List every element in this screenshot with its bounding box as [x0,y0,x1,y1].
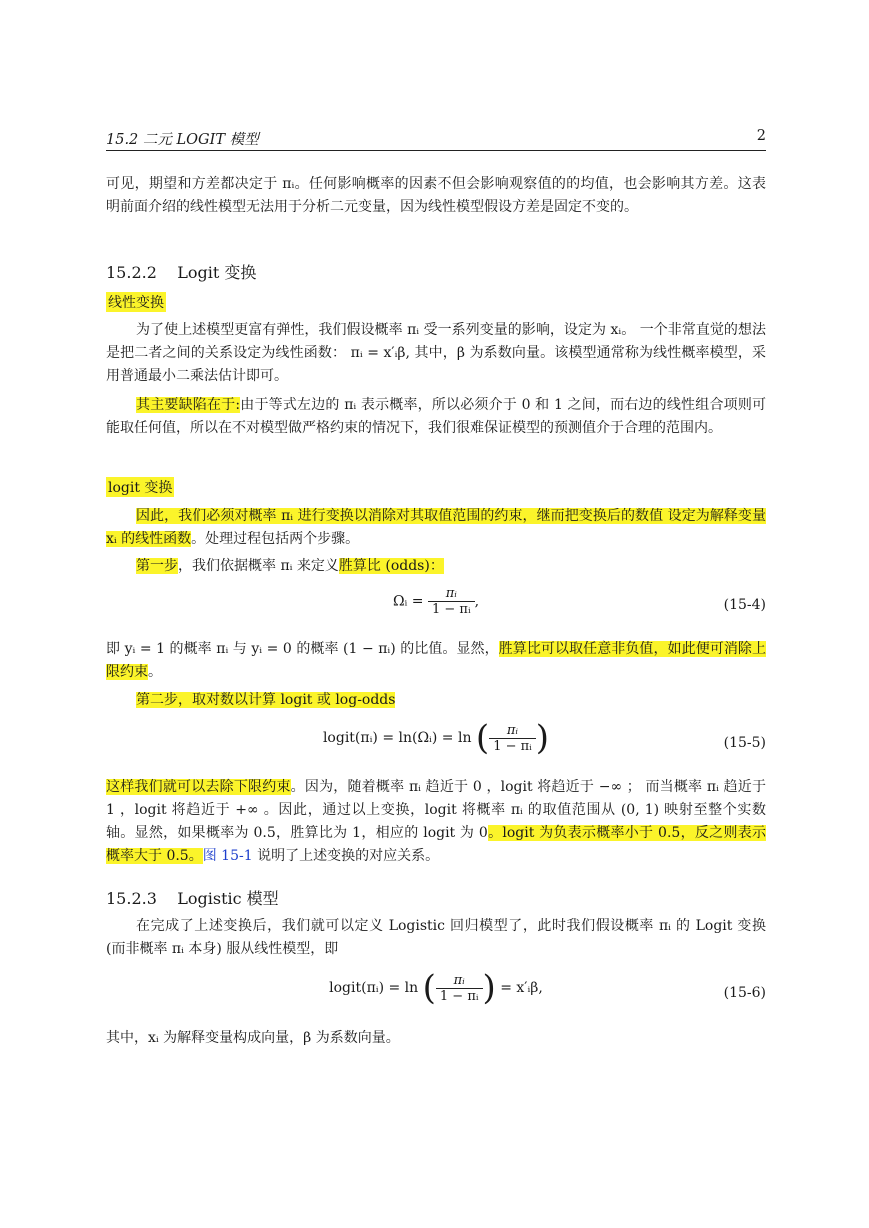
header-section: 15.2 二元 LOGIT 模型 [106,132,259,148]
eq3-label: (15-6) [723,985,766,1001]
paragraph-odds-ratio [106,638,766,684]
paragraph-logistic: 在完成了上述变换后，我们就可以定义 Logistic 回归模型了，此时我们假设概率 πᵢ 的 Logit 变换 (而非概率 πᵢ 本身) 服从线性模型，即 [106,918,766,957]
equation-15-5: logit(πᵢ) = ln(Ωᵢ) = ln ( $\frac{\text{πᵢ}}{\text{1 − πᵢ}}$ ) (15-5) [322,718,766,758]
highlight-lower-bound: 这样我们就可以去除下限约束 [106,779,291,795]
figure-link[interactable]: 图 15-1 [202,848,253,864]
section-heading-logit [106,260,256,283]
highlight-odds: 胜算比 (odds)： [338,558,444,574]
eq2-lhs: logit(πᵢ) = ln(Ωᵢ) = ln [322,730,472,746]
eq2-fraction [489,723,536,754]
eq2-label: (15-5) [723,735,766,751]
section-title: Logit 变换 [177,263,257,282]
paragraph-transform [106,505,766,551]
paragraph-step-two [106,689,766,712]
paragraph-linear-model: 为了使上述模型更富有弹性，我们假设概率 πᵢ 受一系列变量的影响，设定为 xᵢ。 一个非常直觉的想法是把二者之间的关系设定为线性函数： πᵢ = x′ᵢβ, 其中，β 为系数向量。该模型通常称为线性概率模型，采用普通最小二乘法估计即可。 [106,322,766,384]
eq3-denominator: 1 − πᵢ [439,988,479,1004]
eq2-numerator: πᵢ [489,723,536,739]
section-number-2: 15.2.3 [106,889,157,908]
transform-text: 。处理过程包括两个步骤。 [191,531,360,547]
lower-bound-text: 。因为，随着概率 πᵢ 趋近于 0 ，logit 将趋近于 −∞ ； 而当概率 πᵢ 趋近于 1 ，logit 将趋近于 +∞ 。因此，通过以上变换，logit 将概率 πᵢ 的取值范围从 (0, 1) 映射至整个实数轴。显然，如果概率为 0.5，胜算比为 1，相应的 logit 为 0 [106,779,766,841]
tag-linear-transform: 线性变换 [106,292,166,312]
running-header [106,128,766,150]
highlight-upper-bound: 胜算比可以取任意非负值，如此便可消除上限约束 [106,641,766,680]
eq3-fraction [436,973,483,1004]
eq1-numerator: πᵢ [428,586,475,602]
paragraph-where: 其中，xᵢ 为解释变量构成向量，β 为系数向量。 [106,1030,400,1046]
odds-end: 。 [148,664,162,680]
highlight-defect: 其主要缺陷在于: [136,397,241,413]
section-title-2: Logistic 模型 [177,889,279,908]
odds-text: 即 yᵢ = 1 的概率 πᵢ 与 yᵢ = 0 的概率 (1 − πᵢ) 的比值。显然， [106,641,499,657]
page-number: 2 [756,128,766,144]
eq1-label: (15-4) [723,597,766,613]
figure-text: 说明了上述变换的对应关系。 [252,848,440,864]
paragraph-step-one [106,555,766,578]
eq1-lhs: Ωᵢ = [392,593,424,610]
highlight-step-one: 第一步 [136,558,178,574]
step-one-text: ，我们依据概率 πᵢ 来定义 [178,558,339,574]
tag-logit-transform: logit 变换 [106,477,174,497]
section-number: 15.2.2 [106,263,157,282]
eq1-tail: , [474,593,480,610]
paragraph-defect [106,394,766,440]
eq3-numerator: πᵢ [436,973,483,989]
eq1-denominator: 1 − πᵢ [432,602,471,617]
equation-15-6: logit(πᵢ) = ln ( $\frac{\text{πᵢ}}{\text{1 − πᵢ}}$ ) = x′ᵢβ, (15-6) [329,968,766,1008]
header-rule [106,150,766,151]
paragraph-lower-bound [106,776,766,868]
highlight-negative-logit: 。logit 为负表示概率小于 0.5，反之则表示概率大于 0.5。 [106,825,766,864]
eq3-lhs: logit(πᵢ) = ln [329,980,419,996]
defect-text: 由于等式左边的 πᵢ 表示概率，所以必须介于 0 和 1 之间，而右边的线性组合项则可能取任何值，所以在不对模型做严格约束的情况下，我们很难保证模型的预测值介于合理的范围内。 [106,397,767,436]
eq2-denominator: 1 − πᵢ [493,738,532,754]
eq3-rhs: = x′ᵢβ, [500,980,543,996]
highlight-step-two: 第二步，取对数以计算 logit 或 log-odds [136,692,396,708]
section-heading-logistic [106,886,279,909]
equation-15-4 [106,586,766,628]
eq1-fraction [428,586,475,617]
highlight-transform: 因此，我们必须对概率 πᵢ 进行变换以消除对其取值范围的约束，继而把变换后的数值 设定为解释变量 xᵢ 的线性函数 [106,508,766,547]
paragraph-variance: 可见，期望和方差都决定于 πᵢ。任何影响概率的因素不但会影响观察值的的均值，也会影响其方差。这表明前面介绍的线性模型无法用于分析二元变量，因为线性模型假设方差是固定不变的。 [106,176,766,215]
